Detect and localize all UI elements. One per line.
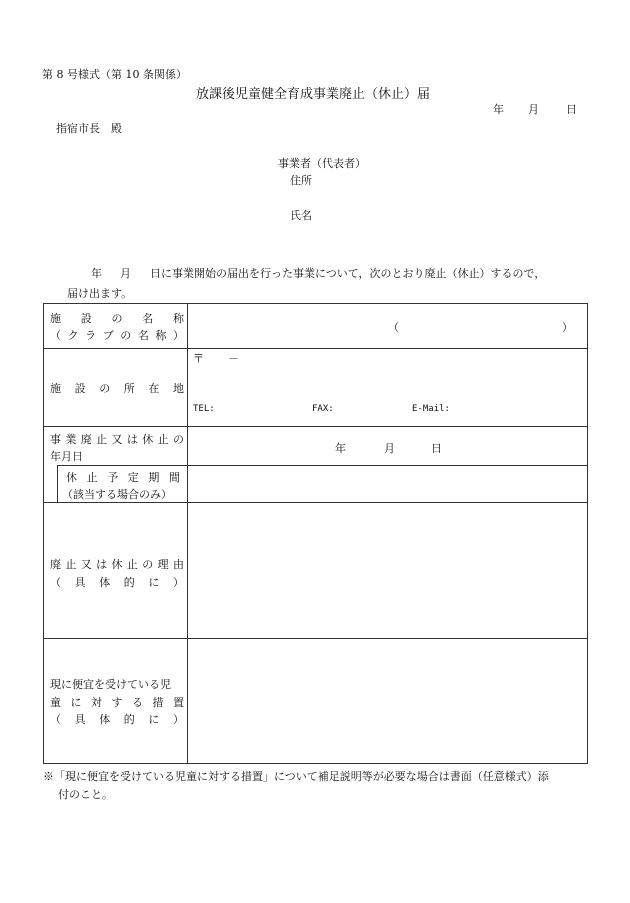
statement-year: 年: [91, 267, 102, 280]
footer-note-line1: ※「現に便宜を受けている児童に対する措置」について補足説明等が必要な場合は書面（任意様式）添: [43, 770, 549, 783]
statement-line1: 日に事業開始の届出を行った事業について，次のとおり廃止（休止）するので，: [150, 267, 546, 280]
date-year-label: 年: [493, 103, 504, 116]
postal-dash: －: [228, 352, 239, 365]
measures-label-line1: 現に便宜を受けている児: [50, 678, 171, 691]
closure-year-label: 年: [335, 442, 346, 455]
closure-day-label: 日: [431, 442, 442, 455]
address-label: 住所: [290, 174, 312, 187]
closure-month-label: 月: [384, 442, 395, 455]
closure-date-label-line2: 年月日: [50, 450, 83, 463]
measures-label-line3: （ 具 体 的 に ）: [50, 713, 184, 726]
business-operator-label: 事業者（代表者）: [278, 157, 366, 170]
postal-mark: 〒: [193, 352, 204, 365]
reason-label-line2: （ 具 体 的 に ）: [50, 576, 184, 589]
statement-line2: 届け出ます。: [67, 287, 133, 300]
statement-month: 月: [120, 267, 131, 280]
club-name-paren-open: （: [388, 321, 399, 334]
form-number: 第 8 号様式（第 10 条関係）: [42, 68, 187, 81]
measures-label-line2: 童 に 対 す る 措 置: [50, 696, 184, 709]
date-day-label: 日: [566, 103, 577, 116]
club-name-label: （ ク ラ ブ の 名 称 ）: [50, 329, 184, 342]
footer-note-line2: 付のこと。: [58, 788, 113, 801]
form-title: 放課後児童健全育成事業廃止（休止）届: [196, 87, 431, 102]
email-label: E-Mail:: [412, 404, 450, 414]
fax-label: FAX:: [312, 404, 334, 414]
suspension-period-label: 休 止 予 定 期 間: [66, 471, 180, 484]
addressee: 指宿市長 殿: [56, 122, 122, 135]
facility-location-label: 施 設 の 所 在 地: [50, 382, 184, 395]
date-month-label: 月: [528, 103, 539, 116]
club-name-paren-close: ）: [562, 321, 573, 334]
suspension-period-note: （該当する場合のみ）: [62, 488, 172, 501]
facility-name-label: 施 設 の 名 称: [50, 312, 184, 325]
tel-label: TEL:: [193, 404, 215, 414]
closure-date-label-line1: 事 業 廃 止 又 は 休 止 の: [50, 433, 184, 446]
reason-label-line1: 廃 止 又 は 休 止 の 理 由: [50, 558, 184, 571]
name-label: 氏名: [290, 209, 312, 222]
